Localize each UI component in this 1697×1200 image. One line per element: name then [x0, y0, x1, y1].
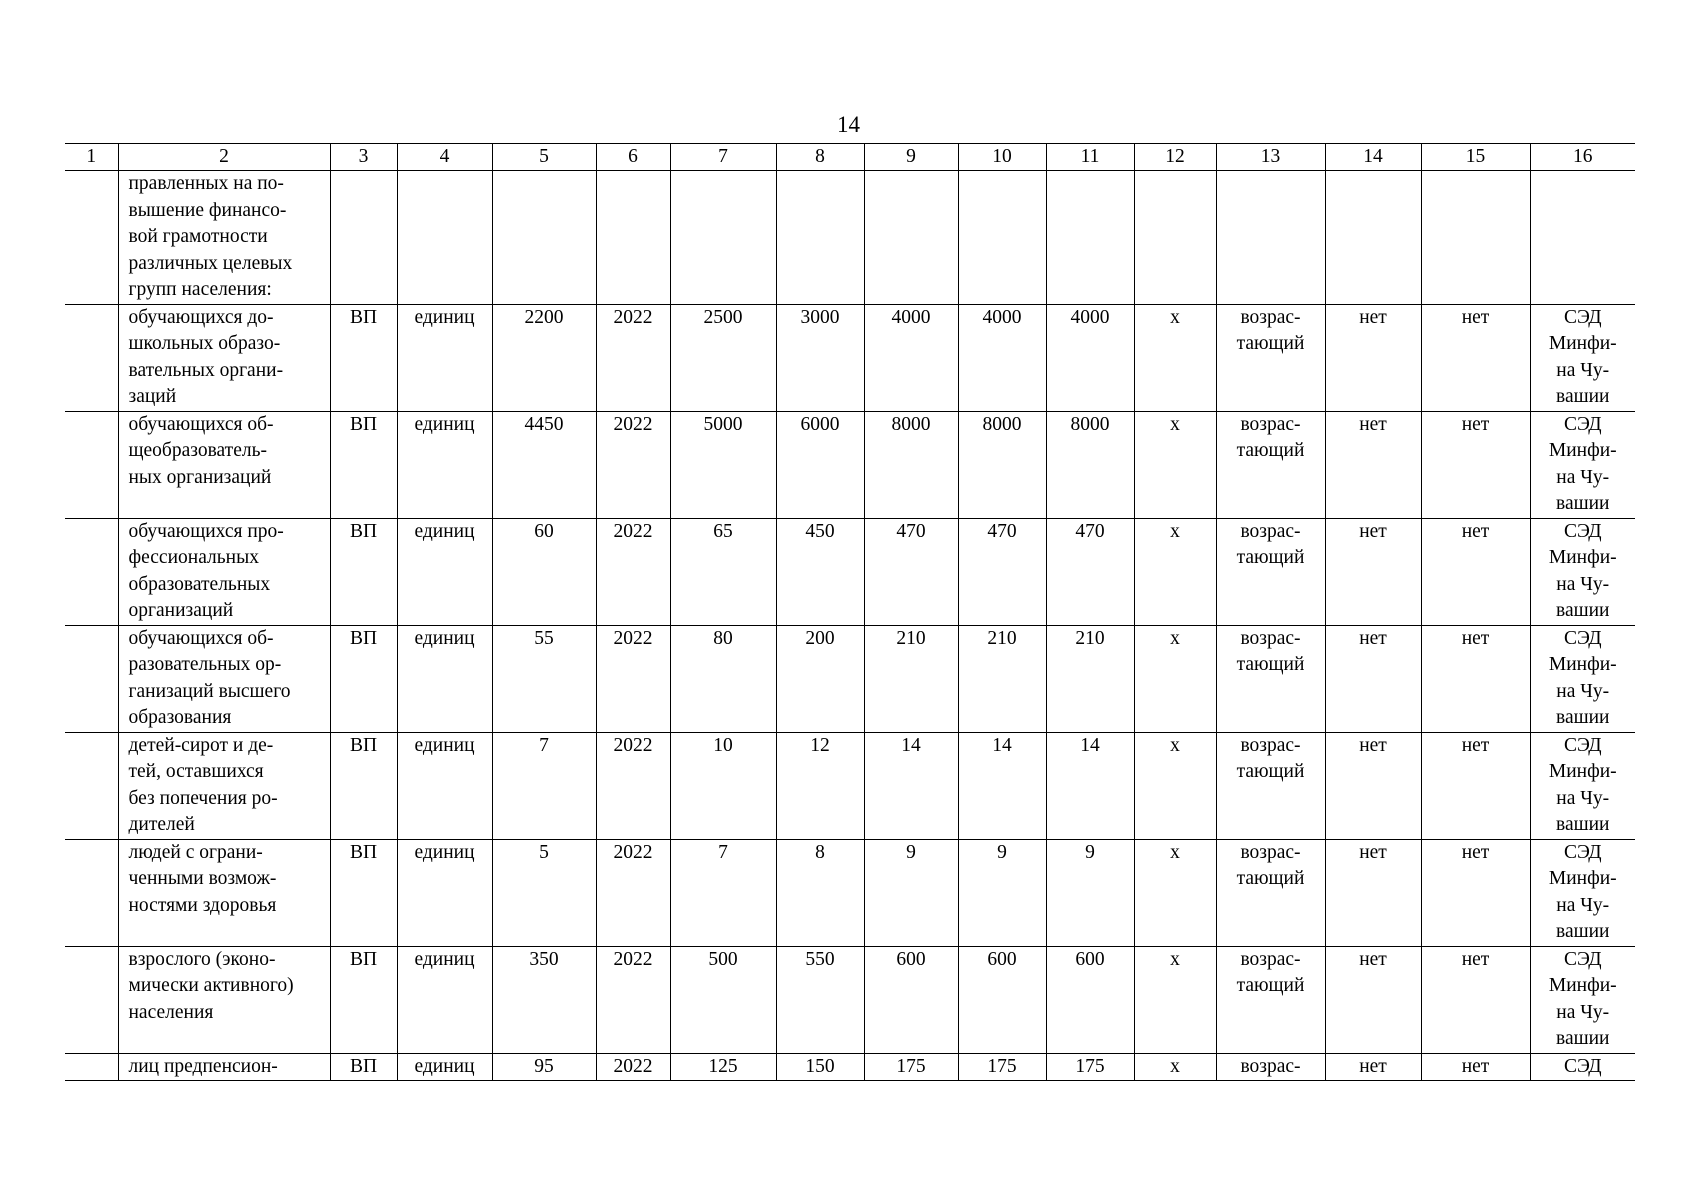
value-cell-11: 9: [1046, 839, 1134, 946]
trend-line: тающий: [1236, 761, 1305, 782]
row-number-cell: [65, 304, 118, 411]
value-cell-9: 600: [864, 946, 958, 1053]
name-line: населения: [128, 1001, 214, 1023]
value-cell-12: х: [1134, 304, 1216, 411]
source-line: вашии: [1556, 600, 1610, 621]
empty-cell: [492, 171, 596, 305]
value-cell-8: 450: [776, 518, 864, 625]
trend-line: возрас-: [1240, 734, 1301, 756]
header-cell: 15: [1421, 144, 1530, 171]
table-row: [65, 732, 1635, 839]
value-cell-11: 600: [1046, 946, 1134, 1053]
source-line: СЭД: [1563, 1055, 1602, 1077]
indicator-name-cell: [118, 625, 330, 732]
value-cell-7: 7: [670, 839, 776, 946]
empty-cell: [958, 171, 1046, 305]
trend-line: возрас-: [1240, 520, 1301, 542]
base-year-cell: 2022: [596, 304, 670, 411]
name-line: правленных на по-: [128, 173, 284, 194]
name-line: вательных органи-: [128, 359, 284, 381]
source-line: Минфи-: [1548, 440, 1617, 461]
indicator-type-cell: ВП: [330, 625, 397, 732]
empty-cell: [670, 171, 776, 305]
indicator-type-cell: ВП: [330, 518, 397, 625]
name-line: школьных образо-: [128, 333, 281, 354]
row-number-cell: [65, 946, 118, 1053]
value-cell-8: 200: [776, 625, 864, 732]
indicator-type-cell: ВП: [330, 732, 397, 839]
value-cell-10: 9: [958, 839, 1046, 946]
value-cell-15: нет: [1421, 839, 1530, 946]
header-cell: 4: [397, 144, 492, 171]
value-cell-8: 3000: [776, 304, 864, 411]
row-number-cell: [65, 839, 118, 946]
source-line: СЭД: [1563, 413, 1602, 435]
table-row: [65, 946, 1635, 1053]
indicator-name-cell: [118, 304, 330, 411]
source-line: вашии: [1556, 1028, 1610, 1049]
value-cell-10: 8000: [958, 411, 1046, 518]
source-line: Минфи-: [1548, 868, 1617, 889]
name-line: дителей: [128, 814, 195, 835]
base-year-cell: 2022: [596, 411, 670, 518]
value-cell-14: нет: [1325, 304, 1421, 411]
indicator-name-cell: [118, 518, 330, 625]
base-value-cell: 2200: [492, 304, 596, 411]
unit-cell: единиц: [397, 518, 492, 625]
source-line: СЭД: [1563, 627, 1602, 649]
source-line: вашии: [1556, 386, 1610, 407]
row-number-cell: [65, 1053, 118, 1081]
source-line: на Чу-: [1556, 894, 1610, 916]
table-row: [65, 304, 1635, 411]
name-line: ных организаций: [128, 466, 272, 488]
source-cell: [1530, 411, 1635, 518]
source-line: на Чу-: [1556, 573, 1610, 595]
source-line: СЭД: [1563, 734, 1602, 756]
value-cell-9: 470: [864, 518, 958, 625]
header-cell: 16: [1530, 144, 1635, 171]
header-row: [65, 144, 1635, 171]
value-cell-14: нет: [1325, 946, 1421, 1053]
value-cell-10: 470: [958, 518, 1046, 625]
value-cell-11: 470: [1046, 518, 1134, 625]
value-cell-14: нет: [1325, 1053, 1421, 1081]
value-cell-11: 175: [1046, 1053, 1134, 1081]
table-row: [65, 1053, 1635, 1081]
source-cell: [1530, 839, 1635, 946]
name-line: ностями здоровья: [128, 894, 277, 916]
name-line: групп населения:: [128, 279, 272, 300]
value-cell-10: 4000: [958, 304, 1046, 411]
value-cell-14: нет: [1325, 411, 1421, 518]
name-line: мически активного): [128, 975, 294, 996]
source-line: СЭД: [1563, 948, 1602, 970]
trend-line: тающий: [1236, 868, 1305, 889]
table-row: [65, 625, 1635, 732]
source-line: Минфи-: [1548, 975, 1617, 996]
source-line: вашии: [1556, 921, 1610, 942]
base-year-cell: 2022: [596, 1053, 670, 1081]
source-line: вашии: [1556, 814, 1610, 835]
name-line: без попечения ро-: [128, 787, 278, 809]
source-line: на Чу-: [1556, 466, 1610, 488]
value-cell-11: 14: [1046, 732, 1134, 839]
value-cell-8: 8: [776, 839, 864, 946]
name-line: организаций: [128, 600, 234, 621]
trend-cell: [1216, 625, 1325, 732]
trend-line: тающий: [1236, 654, 1305, 675]
trend-line: возрас-: [1240, 413, 1301, 435]
value-cell-12: х: [1134, 1053, 1216, 1081]
indicator-name-cell: [118, 839, 330, 946]
unit-cell: единиц: [397, 732, 492, 839]
trend-cell: [1216, 411, 1325, 518]
trend-cell: [1216, 518, 1325, 625]
source-line: на Чу-: [1556, 680, 1610, 702]
trend-line: возрас-: [1240, 627, 1301, 649]
value-cell-15: нет: [1421, 304, 1530, 411]
name-line: заций: [128, 386, 177, 407]
base-value-cell: 5: [492, 839, 596, 946]
header-cell: 5: [492, 144, 596, 171]
header-cell: 1: [65, 144, 118, 171]
empty-cell: [776, 171, 864, 305]
value-cell-15: нет: [1421, 732, 1530, 839]
indicator-name-cell: [118, 732, 330, 839]
name-line: вой грамотности: [128, 226, 268, 247]
source-line: СЭД: [1563, 520, 1602, 542]
trend-line: возрас-: [1240, 306, 1301, 328]
base-year-cell: 2022: [596, 839, 670, 946]
trend-cell: [1216, 1053, 1325, 1081]
value-cell-15: нет: [1421, 625, 1530, 732]
value-cell-12: х: [1134, 518, 1216, 625]
source-cell: [1530, 946, 1635, 1053]
base-value-cell: 55: [492, 625, 596, 732]
value-cell-12: х: [1134, 946, 1216, 1053]
source-line: СЭД: [1563, 841, 1602, 863]
source-line: Минфи-: [1548, 333, 1617, 354]
name-line: обучающихся об-: [128, 413, 274, 435]
name-line: обучающихся об-: [128, 627, 274, 649]
value-cell-12: х: [1134, 411, 1216, 518]
header-cell: 11: [1046, 144, 1134, 171]
page-number: 14: [837, 112, 860, 137]
trend-cell: [1216, 304, 1325, 411]
value-cell-11: 8000: [1046, 411, 1134, 518]
source-cell: [1530, 732, 1635, 839]
value-cell-9: 8000: [864, 411, 958, 518]
value-cell-7: 10: [670, 732, 776, 839]
value-cell-12: х: [1134, 839, 1216, 946]
unit-cell: единиц: [397, 946, 492, 1053]
header-cell: 9: [864, 144, 958, 171]
name-line: обучающихся про-: [128, 520, 284, 542]
source-line: Минфи-: [1548, 654, 1617, 675]
unit-cell: единиц: [397, 411, 492, 518]
base-year-cell: 2022: [596, 732, 670, 839]
source-cell: [1530, 625, 1635, 732]
empty-cell: [1530, 171, 1635, 305]
value-cell-9: 210: [864, 625, 958, 732]
name-line: образования: [128, 707, 232, 728]
indicator-name-cell: [118, 946, 330, 1053]
value-cell-7: 125: [670, 1053, 776, 1081]
header-cell: 13: [1216, 144, 1325, 171]
name-line: щеобразователь-: [128, 440, 267, 461]
value-cell-10: 600: [958, 946, 1046, 1053]
header-cell: 14: [1325, 144, 1421, 171]
value-cell-9: 9: [864, 839, 958, 946]
base-year-cell: 2022: [596, 946, 670, 1053]
indicator-type-cell: ВП: [330, 946, 397, 1053]
source-cell: [1530, 1053, 1635, 1081]
name-line: различных целевых: [128, 252, 293, 274]
name-line: взрослого (эконо-: [128, 948, 276, 970]
value-cell-8: 12: [776, 732, 864, 839]
source-line: на Чу-: [1556, 787, 1610, 809]
value-cell-9: 14: [864, 732, 958, 839]
table-row: [65, 518, 1635, 625]
source-line: Минфи-: [1548, 547, 1617, 568]
name-line: ганизаций высшего: [128, 680, 291, 702]
empty-cell: [330, 171, 397, 305]
name-line: разовательных ор-: [128, 654, 282, 675]
base-value-cell: 95: [492, 1053, 596, 1081]
indicator-type-cell: ВП: [330, 304, 397, 411]
row-number-cell: [65, 411, 118, 518]
base-value-cell: 4450: [492, 411, 596, 518]
name-line: вышение финансо-: [128, 199, 287, 221]
name-line: лиц предпенсион-: [128, 1055, 278, 1077]
header-cell: 8: [776, 144, 864, 171]
base-year-cell: 2022: [596, 518, 670, 625]
indicator-name-cell: [118, 411, 330, 518]
trend-line: тающий: [1236, 440, 1305, 461]
table-row: [65, 411, 1635, 518]
header-cell: 6: [596, 144, 670, 171]
empty-cell: [1134, 171, 1216, 305]
unit-cell: единиц: [397, 1053, 492, 1081]
value-cell-12: х: [1134, 625, 1216, 732]
trend-line: возрас-: [1240, 1055, 1301, 1077]
value-cell-12: х: [1134, 732, 1216, 839]
value-cell-10: 14: [958, 732, 1046, 839]
value-cell-14: нет: [1325, 839, 1421, 946]
value-cell-9: 4000: [864, 304, 958, 411]
row-number-cell: [65, 625, 118, 732]
header-cell: 12: [1134, 144, 1216, 171]
name-line: детей-сирот и де-: [128, 734, 274, 756]
unit-cell: единиц: [397, 839, 492, 946]
value-cell-15: нет: [1421, 518, 1530, 625]
indicator-type-cell: ВП: [330, 1053, 397, 1081]
trend-line: возрас-: [1240, 841, 1301, 863]
source-line: вашии: [1556, 707, 1610, 728]
table-row-intro: [65, 171, 1635, 305]
empty-cell: [1046, 171, 1134, 305]
empty-cell: [1325, 171, 1421, 305]
trend-line: тающий: [1236, 333, 1305, 354]
source-cell: [1530, 304, 1635, 411]
indicator-name-cell: [118, 171, 330, 305]
name-line: тей, оставшихся: [128, 761, 264, 782]
empty-cell: [1216, 171, 1325, 305]
row-number-cell: [65, 171, 118, 305]
name-line: образовательных: [128, 573, 271, 595]
indicator-name-cell: [118, 1053, 330, 1081]
empty-cell: [864, 171, 958, 305]
source-cell: [1530, 518, 1635, 625]
source-line: СЭД: [1563, 306, 1602, 328]
trend-cell: [1216, 839, 1325, 946]
value-cell-10: 210: [958, 625, 1046, 732]
value-cell-14: нет: [1325, 625, 1421, 732]
value-cell-15: нет: [1421, 946, 1530, 1053]
base-value-cell: 60: [492, 518, 596, 625]
empty-cell: [1421, 171, 1530, 305]
value-cell-15: нет: [1421, 1053, 1530, 1081]
name-line: фессиональных: [128, 547, 259, 568]
empty-cell: [596, 171, 670, 305]
value-cell-9: 175: [864, 1053, 958, 1081]
header-cell: 3: [330, 144, 397, 171]
row-number-cell: [65, 732, 118, 839]
value-cell-14: нет: [1325, 732, 1421, 839]
value-cell-15: нет: [1421, 411, 1530, 518]
value-cell-10: 175: [958, 1053, 1046, 1081]
base-value-cell: 7: [492, 732, 596, 839]
name-line: обучающихся до-: [128, 306, 274, 328]
value-cell-8: 550: [776, 946, 864, 1053]
value-cell-11: 210: [1046, 625, 1134, 732]
header-cell: 7: [670, 144, 776, 171]
indicator-type-cell: ВП: [330, 411, 397, 518]
name-line: ченными возмож-: [128, 868, 277, 889]
indicators-table: [65, 143, 1635, 1081]
trend-line: тающий: [1236, 547, 1305, 568]
unit-cell: единиц: [397, 625, 492, 732]
source-line: на Чу-: [1556, 1001, 1610, 1023]
source-line: вашии: [1556, 493, 1610, 514]
source-line: на Чу-: [1556, 359, 1610, 381]
row-number-cell: [65, 518, 118, 625]
unit-cell: единиц: [397, 304, 492, 411]
value-cell-7: 80: [670, 625, 776, 732]
base-year-cell: 2022: [596, 625, 670, 732]
empty-cell: [397, 171, 492, 305]
trend-cell: [1216, 732, 1325, 839]
value-cell-7: 5000: [670, 411, 776, 518]
value-cell-8: 150: [776, 1053, 864, 1081]
trend-cell: [1216, 946, 1325, 1053]
value-cell-11: 4000: [1046, 304, 1134, 411]
value-cell-8: 6000: [776, 411, 864, 518]
value-cell-14: нет: [1325, 518, 1421, 625]
table-row: [65, 839, 1635, 946]
base-value-cell: 350: [492, 946, 596, 1053]
trend-line: возрас-: [1240, 948, 1301, 970]
header-cell: 10: [958, 144, 1046, 171]
name-line: людей с ограни-: [128, 841, 263, 863]
source-line: Минфи-: [1548, 761, 1617, 782]
value-cell-7: 65: [670, 518, 776, 625]
indicator-type-cell: ВП: [330, 839, 397, 946]
value-cell-7: 2500: [670, 304, 776, 411]
trend-line: тающий: [1236, 975, 1305, 996]
value-cell-7: 500: [670, 946, 776, 1053]
header-cell: 2: [118, 144, 330, 171]
